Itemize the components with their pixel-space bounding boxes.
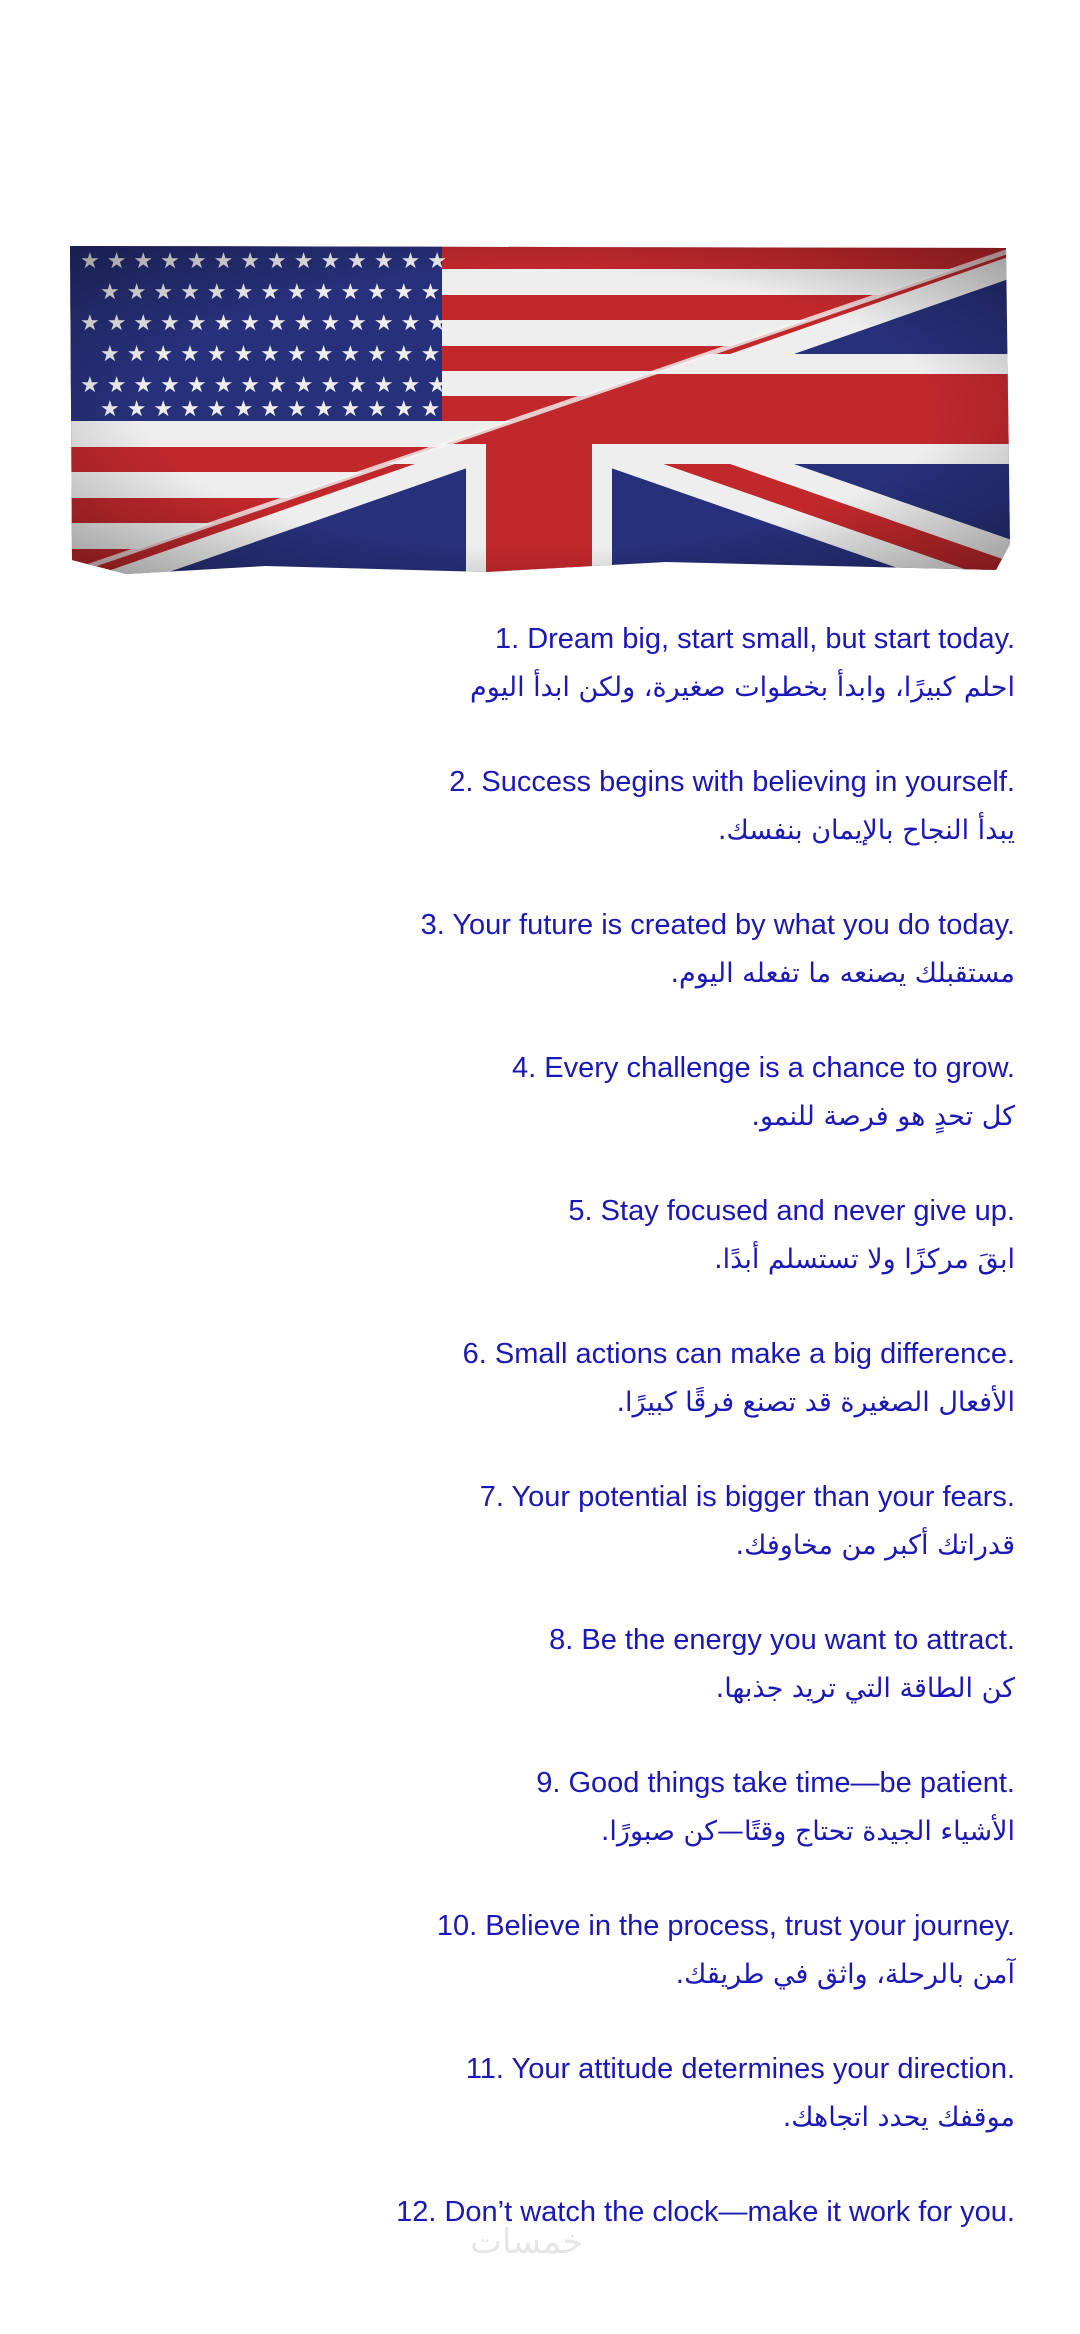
flag-illustration <box>66 244 1012 574</box>
us-uk-flag-image <box>66 244 1012 574</box>
quote-item <box>35 761 1015 904</box>
quote-english: 9. Good things take time—be patient. <box>536 1767 1015 1799</box>
quote-english: 5. Stay focused and never give up. <box>568 1195 1015 1227</box>
quote-arabic: كن الطاقة التي تريد جذبها. <box>715 1673 1015 1704</box>
quote-english: 7. Your potential is bigger than your fears. <box>479 1481 1015 1513</box>
quote-item <box>35 1762 1015 1905</box>
quote-item <box>35 1905 1015 2048</box>
quote-english: 10. Believe in the process, trust your journey. <box>436 1910 1015 1942</box>
quote-item <box>35 2048 1015 2191</box>
quote-item <box>35 618 1015 761</box>
quote-arabic: الأشياء الجيدة تحتاج وقتًا—كن صبورًا. <box>600 1816 1015 1847</box>
quote-arabic: ابقَ مركزًا ولا تستسلم أبدًا. <box>714 1244 1015 1275</box>
quote-english: 2. Success begins with believing in yourself. <box>449 766 1015 798</box>
quote-english: 1. Dream big, start small, but start today. <box>494 623 1015 655</box>
watermark-logo: خمسات <box>470 2222 584 2262</box>
quote-item <box>35 1333 1015 1476</box>
quote-arabic: مستقبلك يصنعه ما تفعله اليوم. <box>670 958 1015 989</box>
quote-arabic: موقفك يحدد اتجاهك. <box>782 2102 1015 2133</box>
quote-arabic: يبدأ النجاح بالإيمان بنفسك. <box>717 815 1015 846</box>
quote-item <box>35 1476 1015 1619</box>
quote-item <box>35 2191 1015 2334</box>
quotes-list <box>35 618 1015 2334</box>
quote-arabic: احلم كبيرًا، وابدأ بخطوات صغيرة، ولكن ابدأ اليوم <box>470 672 1015 703</box>
quote-english: 3. Your future is created by what you do today. <box>420 909 1015 941</box>
quote-arabic: قدراتك أكبر من مخاوفك. <box>735 1530 1015 1561</box>
quote-english: 4. Every challenge is a chance to grow. <box>512 1052 1015 1084</box>
quote-item <box>35 904 1015 1047</box>
quote-item <box>35 1190 1015 1333</box>
quote-arabic: الأفعال الصغيرة قد تصنع فرقًا كبيرًا. <box>616 1387 1015 1418</box>
quote-arabic: آمن بالرحلة، واثق في طريقك. <box>675 1959 1015 1990</box>
quote-item <box>35 1047 1015 1190</box>
quote-item <box>35 1619 1015 1762</box>
quote-english: 6. Small actions can make a big difference. <box>462 1338 1015 1370</box>
quote-english: 12. Don’t watch the clock—make it work for you. <box>396 2196 1015 2228</box>
quote-english: 11. Your attitude determines your direction. <box>465 2053 1015 2085</box>
quote-arabic: كل تحدٍ هو فرصة للنمو. <box>751 1101 1015 1132</box>
quote-english: 8. Be the energy you want to attract. <box>549 1624 1015 1656</box>
